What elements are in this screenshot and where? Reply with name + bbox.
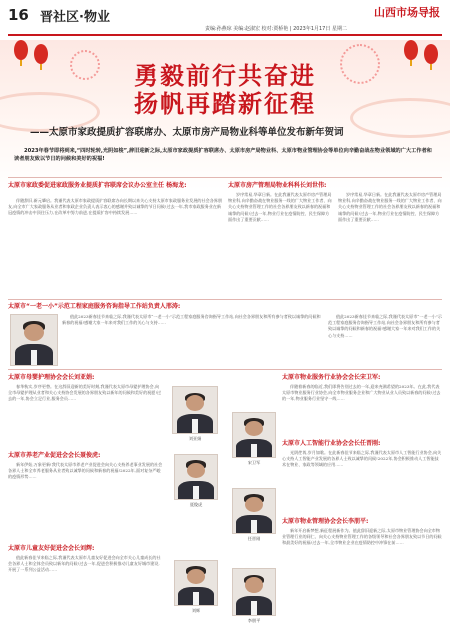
section-divider <box>8 177 442 178</box>
headline-subtitle: ——太原市家政提质扩容联席办、太原市房产局物业科等单位发布新年贺词 <box>30 127 344 138</box>
article-body-continued: 岁序常易,华章日新。在此我谨代表太原市房产管理局物业科,向辛勤奋战在物业服务一线的广大物业工作者、向关心支持物业管理工作的社会各界朋友致以新春的祝福和诚挚的问候!过去一年,物业行业在疫情防控、民生保障方面作出了重要贡献…… <box>338 192 442 222</box>
portrait-caption: 刘辉 <box>191 608 201 613</box>
article-title: 太原市儿童友好促进会会长刘辉: <box>8 545 95 552</box>
portrait-caption: 任晋刚 <box>247 536 261 541</box>
article-title: 太原市家政委促进家政服务业提质扩容联席会议办公室主任 杨海龙: <box>8 182 187 189</box>
article-body: 伴随辞旧,新元肇启。我谨代表太原市家政提质扩容联席办向长期以来关心支持太原市家政服务业发展的社会各界朋友,向全市广大家政服务从业者和家政企业负责人表示衷心的感谢并致以诚挚的节日问候!过去一年,我市家政服务业在新冠疫情的冲击中顶住压力,在改革中努力前进,在提质扩容中持续发展…… <box>8 198 222 216</box>
portrait-photo <box>232 488 276 534</box>
article-title: 太原市房产管理局物业科科长刘世伟: <box>228 182 327 189</box>
article-body: 新年开启新梦想,新征程展新作为。值此辞旧迎新之际,太原市物业管理协会向全市物业管理行业的同仁、向关心支持物业管理工作的各级领导和社会各界朋友致以节日的问候和最美好的祝福!过去一年,全市物业企业在疫情防控中冲锋在前…… <box>282 528 442 546</box>
article-body: 岁序常易,华章日新。在此我谨代表太原市房产管理局物业科,向辛勤奋战在物业服务一线的广大物业工作者、向关心支持物业管理工作的社会各界朋友致以新春的祝福和诚挚的问候!过去一年,物业行业在疫情防控、民生保障方面作出了重要贡献…… <box>228 192 332 222</box>
article-body: 春华秋实,岁序更替。在这辞旧迎新的美好时刻,我谨代表太原市母婴护理协会,向全市母婴护理从业者和关心支持协会发展的各界朋友致以新年的问候和美好的祝愿!过去的一年,协会立足行业,服务会员…… <box>8 384 162 402</box>
article-body: 新年伊始,万象更新!我代表太原市养老产业促进会向关心支持养老事业发展的社会各界人士和全市养老服务从业者致以诚挚的问候和新春的祝福!2022年,面对复杂严峻的疫情形势…… <box>8 462 163 480</box>
page-header <box>0 0 450 40</box>
article-body: 值此2023新春佳节来临之际,我谨代表太原市“一老一小”示范工程家庭服务咨询指导工作站,向社会各界朋友和所有参与者致以诚挚的问候和新春的祝福!感谢大家一年来对我们工作的关心与支持…… <box>62 314 321 326</box>
portrait-caption: 聂俊虎 <box>189 502 203 507</box>
header-divider <box>8 34 442 36</box>
section-title: 晋社区·物业 <box>40 10 110 25</box>
portrait-photo <box>174 560 218 606</box>
article-body: 伴随着新春的临近,我们即将告别过去的一年,迎来充满希望的2023年。在此,我代表太原市物业服务行业协会,向全市物业服务企业和广大物业从业人员致以新春的问候!过去的一年,物业服务行业坚守一线…… <box>282 384 441 402</box>
section-divider <box>8 369 442 370</box>
portrait-photo <box>174 454 218 500</box>
editor-credits: 责编:孙燕琼 美编:赵淑宏 校对:贾桥艳 | 2023年1月17日 星期二 <box>205 26 347 32</box>
portrait-photo <box>172 386 218 434</box>
headline-line-2: 扬帆再踏新征程 <box>134 90 316 118</box>
intro-paragraph: 2023年春节即将到来,“四时轮转,光阴如梭”,辞旧迎新之际,太原市家政提质扩容联席办、太原市房产局物业科、太原市物业管理协会等单位向辛勤奋战在物业领域的广大工作者和读者朋友致以节日的问候和美好的祝福! <box>14 148 432 162</box>
portrait-photo <box>232 412 276 458</box>
article-title: 太原市母婴护理协会会长刘亚娟: <box>8 374 95 381</box>
article-title: 太原市“一老一小”示范工程家庭服务咨询指导工作站负责人邢涛: <box>8 303 181 310</box>
article-body: 光阴荏苒,岁月如歌。在此新春佳节来临之际,我谨代表太原市人工智能行业协会,向关心支持人工智能产业发展的各界人士致以诚挚的问候!2022年,协会积极推动人工智能技术在物业、家政等领域的应用…… <box>282 450 442 468</box>
headline-line-1: 勇毅前行共奋进 <box>134 62 316 90</box>
portrait-caption: 刘亚娟 <box>188 436 202 441</box>
portrait-caption: 宋卫军 <box>247 460 261 465</box>
page-number: 16 <box>8 6 29 24</box>
article-title: 太原市物业管理协会会长李朋平: <box>282 518 369 525</box>
article-title: 太原市养老产业促进会会长聂俊虎: <box>8 452 101 459</box>
portrait-photo <box>232 568 276 616</box>
newspaper-name: 山西市场导报 <box>374 6 440 19</box>
article-title: 太原市人工智能行业协会会长任晋刚: <box>282 440 381 447</box>
article-title: 太原市物业服务行业协会会长宋卫军: <box>282 374 381 381</box>
portrait-photo <box>10 314 58 366</box>
portrait-caption: 李朋平 <box>247 618 261 623</box>
section-divider <box>8 299 442 300</box>
article-body-continued: 值此2023新春佳节来临之际,我谨代表太原市“一老一小”示范工程家庭服务咨询指导工作站,向社会各界朋友和所有参与者致以诚挚的问候和新春的祝福!感谢大家一年来对我们工作的关心与支持…… <box>328 314 442 338</box>
article-body: 值此新春佳节来临之际,我谨代表太原市儿童友好促进会向全市关心儿童成长的社会各界人士和全体会员致以新年的问候!过去一年,促进会积极推动儿童友好城市建设,开展了一系列公益活动…… <box>8 555 161 573</box>
